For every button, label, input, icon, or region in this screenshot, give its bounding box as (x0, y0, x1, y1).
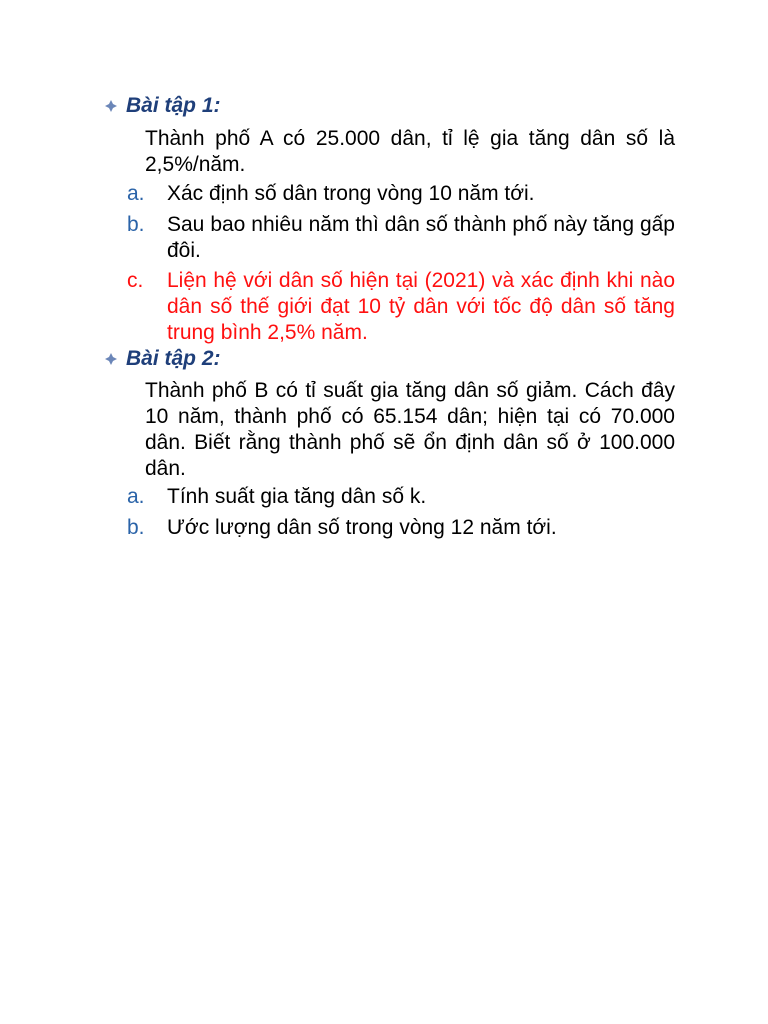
exercise-2-intro: Thành phố B có tỉ suất gia tăng dân số giảm. Cách đây 10 năm, thành phố có 65.154 dân; hiện tại có 70.000 dân. Biết rằng thành phố sẽ ổn định dân số ở 100.000 dân. (145, 379, 675, 480)
exercise-2-item-a (127, 484, 675, 510)
exercise-1-intro: Thành phố A có 25.000 dân, tỉ lệ gia tăng dân số là 2,5%/năm. (145, 127, 675, 176)
exercise-2-title: Bài tập 2: (126, 347, 221, 370)
exercise-1-item-b (127, 212, 675, 264)
exercise-2-item-b (127, 515, 675, 541)
exercise-1-heading (104, 94, 221, 118)
item-text: Ước lượng dân số trong vòng 12 năm tới. (167, 516, 557, 539)
item-marker: a. (127, 485, 145, 508)
item-text: Liện hệ với dân số hiện tại (2021) và xác định khi nào dân số thế giới đạt 10 tỷ dân với tốc độ dân số tăng trung bình 2,5% năm. (167, 269, 675, 344)
diamond-bullet-icon (104, 352, 118, 366)
item-marker: a. (127, 182, 145, 205)
item-text: Sau bao nhiêu năm thì dân số thành phố này tăng gấp đôi. (167, 213, 675, 262)
item-marker: b. (127, 516, 145, 539)
item-text: Tính suất gia tăng dân số k. (167, 485, 427, 508)
exercise-1-item-c (127, 268, 675, 346)
item-marker: c. (127, 269, 144, 292)
exercise-2-heading (104, 347, 221, 371)
exercise-1-item-a (127, 181, 675, 207)
item-marker: b. (127, 213, 145, 236)
exercise-1-title: Bài tập 1: (126, 94, 221, 117)
item-text: Xác định số dân trong vòng 10 năm tới. (167, 182, 535, 205)
diamond-bullet-icon (104, 99, 118, 113)
